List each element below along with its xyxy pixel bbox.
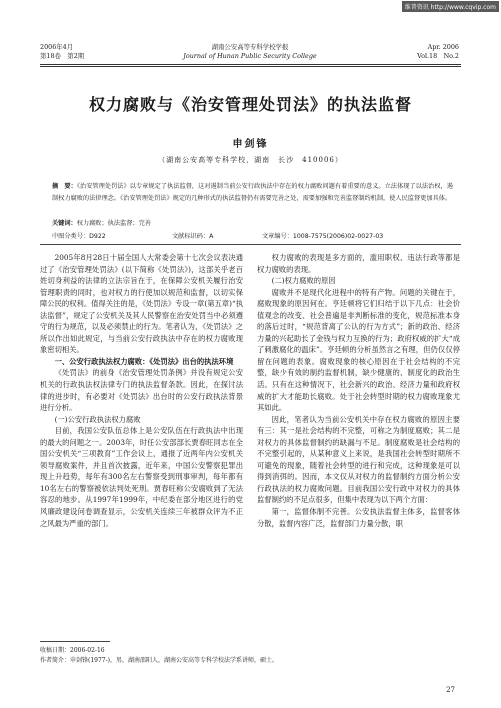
classification-codes	[52, 231, 453, 240]
journal-name-en: Journal of Hunan Public Security College	[183, 52, 317, 60]
abstract	[52, 181, 453, 204]
subsection-heading: (二)权力腐败的原因	[271, 276, 336, 286]
abstract-label: 摘 要：	[52, 183, 77, 190]
header-rule	[40, 64, 461, 65]
running-header-left	[40, 43, 84, 61]
abstract-text: 《治安管理处罚法》以专章规定了执法监督，这对遏制当前公安行政执法中存在的权力腐败问题有着重要的意义。立法体现了以法治权，遏制权力腐败的法律理念。《治安管理处罚法》规定的几种形式的执法监督仍有需要完善之处，需要加强和完善监督制约机制，使人民监督更加具体。	[52, 183, 453, 202]
document-code: 文献标识码：A	[172, 233, 214, 240]
paragraph: 权力腐败的表现是多方面的，滥用职权、违法行政等都是权力腐败的表现。	[257, 253, 460, 274]
section-heading: 一、公安行政执法权力腐败：《处罚法》出台的执法环境	[54, 356, 234, 366]
body-column-right	[257, 252, 460, 529]
keywords-label: 关键词：	[52, 220, 77, 227]
paragraph: 目前，我国公安队伍总体上是公安队伍在行政执法中出现的最大的问题之一。2003年，时任公安部部长贾春旺同志在全国公安机关“三项教育”工作会议上，通报了近两年内公安机关领导腐败案件，并且首次披露，近年来，中国公安警察犯罪出现上升趋势，每年有300名左右警察受到刑事审判，每年都有10名左右的警察被依法判处死刑。贾春旺称公安腐败到了无法容忍的地步。从1997年1999年，中纪委在部分地区进行的党风廉政建设问卷调查显示，公安机关连续三年被群众评为不正之风最为严重的部门。	[40, 426, 243, 528]
author-name: 申剑锋	[232, 139, 269, 150]
watermark: 维普资讯 http://www.cqvip.com	[402, 1, 499, 12]
body-column-left	[40, 252, 243, 529]
paragraph: 2005年8月28日十届全国人大常委会第十七次会议表决通过了《治安管理处罚法》(以下简称《处罚法》)，这部关乎老百姓切身利益的法律的立法宗旨在于，在保障公安机关履行治安管理职责的同时，也对权力的行使加以规范和监督，以切实保障公民的权利。值得关注的是，《处罚法》专设一章(第五章)“执法监督”，规定了公安机关及其人民警察在治安处罚当中必须遵守的行为规范，以及必须禁止的行为。笔者认为，《处罚法》之所以作出如此规定，与当前公安行政执法中存在的权力腐败现象密切相关。	[40, 253, 243, 355]
volume-issue: 第18卷 第2期	[40, 52, 85, 60]
clc-number: 中图分类号：D922	[52, 233, 106, 240]
journal-name-cn: 湖南公安高等专科学校学报	[211, 43, 289, 51]
paragraph: 因此，笔者认为当前公安机关中存在权力腐败的原因主要有三：其一是社会结构的不完整，可称之为制度腐败；其二是对权力的具体监督制约的缺漏与不足。制度腐败是社会结构的不完整引起的，从某种意义上来说，是我国社会转型时期所不可避免的现象，随着社会转型的进行和完成，这种现象是可以得到消弭的。因而，本文仅从对权力的监督制约方面分析公安行政执法的权力腐败问题。目前我国公安行政中对权力的具体监督制约的不足点很多，但集中表现为以下两个方面：	[257, 414, 460, 505]
page-number: 27	[446, 686, 455, 694]
issue-date: 2006年4月	[40, 43, 74, 51]
keywords	[52, 218, 453, 227]
abstract-divider	[40, 244, 461, 245]
issue-date-en: Apr. 2006	[427, 43, 459, 51]
volume-issue-en: Vol.18 No.2	[417, 52, 459, 60]
article-title: 权力腐败与《治安管理处罚法》的执法监督	[88, 95, 412, 114]
subsection-heading: (一)公安行政执法权力腐败	[54, 414, 141, 424]
author-affiliation: （湖南公安高等专科学校，湖南 长沙 410006）	[158, 156, 343, 164]
running-header-right	[417, 43, 459, 61]
footnote-received: 收稿日期：2006-02-16	[40, 647, 105, 654]
running-header-center	[160, 43, 340, 61]
footnote-author-bio: 作者简介：申剑锋(1977-)，男，湖南邵阳人，湖南公安高等专科学校法学系讲师，硕士。	[40, 657, 278, 664]
paragraph: 第一，监督体制不完善。公安执法监督主体多，监督客体分散，监督内容广泛，监督部门力量分散，职	[257, 507, 460, 528]
header-rule-thin	[40, 66, 461, 67]
footnote-rule	[40, 641, 110, 642]
paragraph: 《处罚法》的前身《治安管理处罚条例》并没有规定公安机关的行政执法权法律专门的执法监督条款。因此，在探讨法律的进步时，有必要对《处罚法》出台时的公安行政执法背景进行分析。	[40, 368, 243, 413]
keywords-text: 权力腐败；执法监督；完善	[76, 220, 151, 227]
paragraph: 腐败并不是现代化进程中的特有产物。问题的关键在于，腐败现象的原因何在。亨廷顿将它们归结于以下几点：社会价值观念的改变、社会普遍是非判断标准的变化，规范标准本身的落后过时，“规范背离了公认的行为方式”；新的政治、经济力量的兴起助长了金钱与权力互换的行为；政府权威的扩大“成了刺激腐化的温床”。亨廷顿的分析虽然言之有理，但仍仅仅停留在问题的表象。腐败现象的核心原因在于社会结构的不完整，缺少有效的制约监督机制，缺少健康的、制度化的政治生活。只有在这种情况下，社会新兴的政治、经济力量和政府权威的扩大才能助长腐败。处于社会转型时期的权力腐败现象尤其如此。	[257, 287, 460, 413]
article-number: 文章编号：1008-7575(2006)02-0027-03	[262, 233, 384, 240]
